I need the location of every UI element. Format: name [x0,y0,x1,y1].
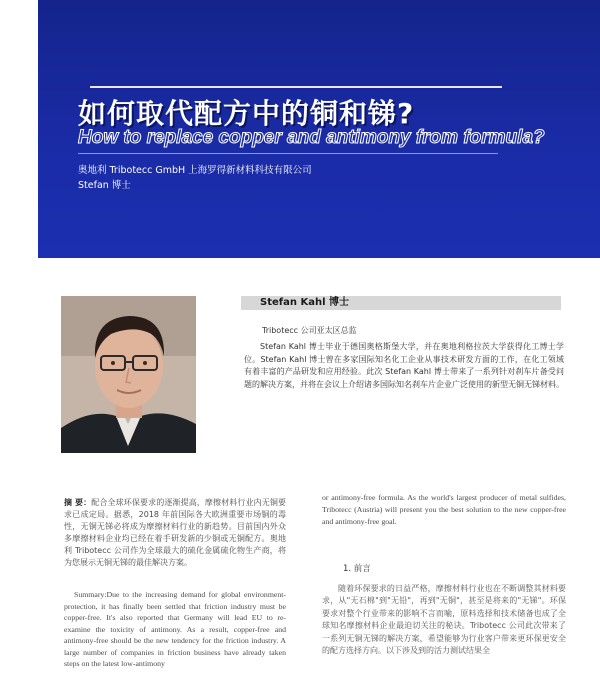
abstract-label: 摘 要： [64,498,92,507]
abstract-cn [64,497,286,569]
portrait-illustration [61,296,196,453]
banner-divider [78,153,498,154]
bio-name: Stefan Kahl 博士 [260,297,349,308]
abstract-text: 配合全球环保要求的逐渐提高，摩擦材料行业内无铜要求已成定局。据悉，2018 年前国际各大欧洲重要市场铜的毒性，无铜无锑必将成为摩擦材料行业的新趋势。目前国内外众多摩擦材料企业均已经在着手研发新的少铜或无铜配方。奥地利 Tribotecc 公司作为全球最大的硫化金属硫化物生产商，将为您展示无铜无锑的最佳解决方案。 [64,498,286,567]
bio-role: Tribotecc 公司亚太区总监 [262,326,357,335]
article-title-cn: 如何取代配方中的铜和锑? [78,97,415,130]
author-portrait [61,296,196,453]
section-heading: 1. 前言 [343,564,371,574]
author-company: 奥地利 Tribotecc GmbH 上海罗得新材料科技有限公司 [78,165,312,176]
article-title-en: How to replace copper and antimony from formula? [78,127,545,148]
bio-text: Stefan Kahl 博士毕业于德国奥格斯堡大学，并在奥地利格拉茨大学获得化工博士学位。Stefan Kahl 博士曾在多家国际知名化工企业从事技术研发方面的工作，在化工领域有着丰富的产品研发和应用经验。此次 Stefan Kahl 博士带来了一系列针对刹车片备受问题的解决方案，并将在会议上介绍诸多国际知名刹车片企业广泛使用的新型无铜无锑材料。 [244,342,564,389]
summary-en: Summary:Due to the increasing demand for global environment-protection, it has finally been settled that friction industry must be copper-free. It's also reported that Germany will lead EU to re-examine the toxicity of antimony. As a result, copper-free and antimony-free should be the new tendency for the friction industry. A large number of companies in friction business have already taken steps on the latest low-antimony [64,590,286,668]
summary-en-continued: or antimony-free formula. As the world's largest producer of metal sulfides, Tribotecc (Austria) will present you the best solution to the new copper-free and antimony-free goal. [322,493,566,526]
header-banner [38,0,600,258]
banner-top-rule [90,86,502,88]
intro-paragraph: 随着环保要求的日益严格，摩擦材料行业也在不断调整其材料要求，从"无石棉"到"无铅"，再到"无铜"，甚至是将来的"无锑"。环保要求对整个行业带来的影响不言而喻，原料选择和技术储备也成了全球知名摩擦材料企业最迫切关注的秘诀。Tribotecc 公司此次带来了一系列无铜无锑的解决方案，希望能够为行业客户带来更环保更安全的配方选择方向。以下涉及到的活力测试结果全 [322,584,566,656]
author-name: Stefan 博士 [78,180,131,191]
